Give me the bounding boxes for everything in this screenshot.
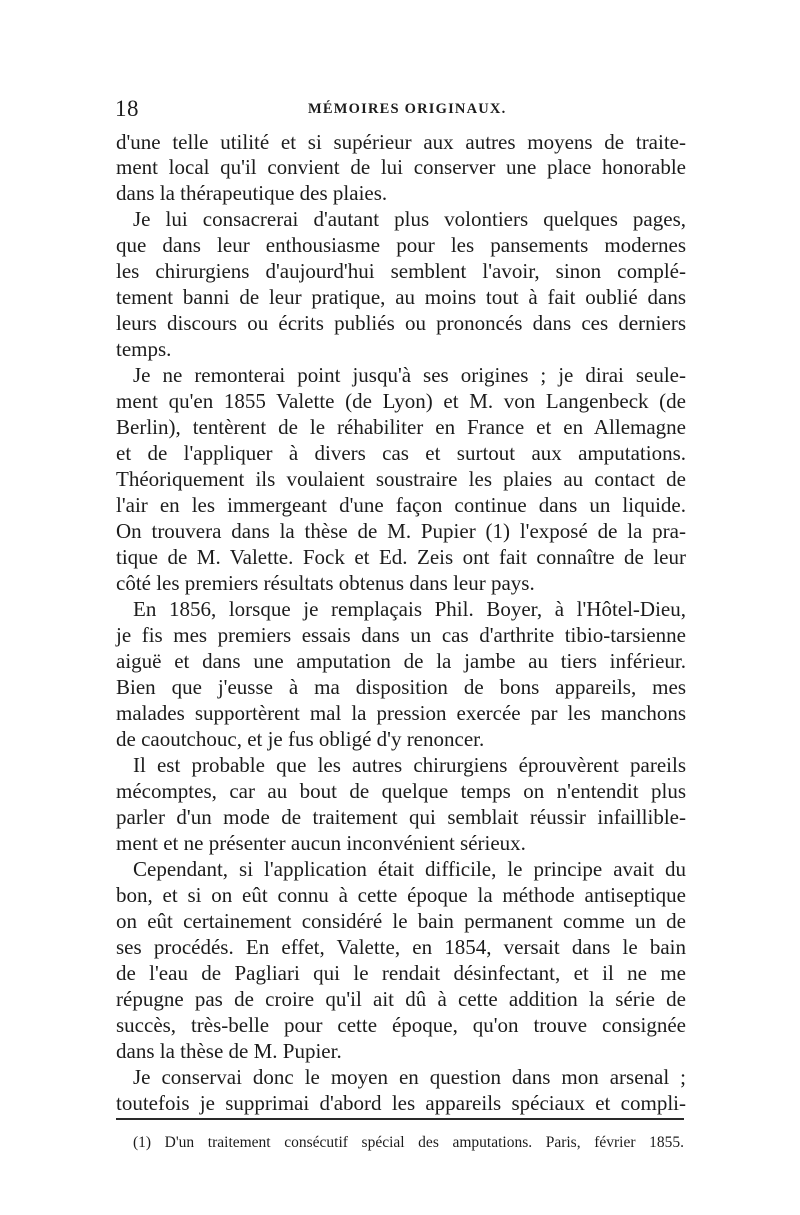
text-line: aiguë et dans une amputation de la jambe au tiers inférieur. [116,649,686,673]
text-line: les chirurgiens d'aujourd'hui semblent l'avoir, sinon complé- [116,259,686,283]
text-line: leurs discours ou écrits publiés ou prononcés dans ces derniers [116,311,686,335]
paragraph-start-line: Il est probable que les autres chirurgiens éprouvèrent pareils [133,753,686,777]
page-number: 18 [115,96,139,121]
paragraph-start-line: Je ne remonterai point jusqu'à ses origines ; je dirai seule- [133,363,686,387]
paragraph-start-line: Je conservai donc le moyen en question dans mon arsenal ; [133,1065,686,1089]
text-line: ment et ne présenter aucun inconvénient sérieux. [116,831,526,855]
running-head [115,94,687,124]
text-line: dans la thérapeutique des plaies. [116,181,388,205]
text-line: de caoutchouc, et je fus obligé d'y renoncer. [116,727,485,751]
text-line: On trouvera dans la thèse de M. Pupier (1) l'exposé de la pra- [116,519,686,543]
paragraph-start-line: Cependant, si l'application était difficile, le principe avait du [133,857,686,881]
section-title: MÉMOIRES ORIGINAUX. [308,101,507,117]
text-line: parler d'un mode de traitement qui semblait réussir infaillible- [116,805,686,829]
text-line: je fis mes premiers essais dans un cas d'arthrite tibio-tarsienne [116,623,686,647]
text-line: ment local qu'il convient de lui conserver une place honorable [116,155,686,179]
text-line: mécomptes, car au bout de quelque temps on n'entendit plus [116,779,686,803]
text-line: Berlin), tentèrent de le réhabiliter en France et en Allemagne [116,415,686,439]
paragraph-start-line: Je lui consacrerai d'autant plus volontiers quelques pages, [133,207,686,231]
footnote-rule [116,1118,684,1120]
text-line: toutefois je supprimai d'abord les appareils spéciaux et compli- [116,1091,686,1115]
text-line: ment qu'en 1855 Valette (de Lyon) et M. von Langenbeck (de [116,389,686,413]
text-line: de l'eau de Pagliari qui le rendait désinfectant, et il ne me [116,961,686,985]
text-line: bon, et si on eût connu à cette époque la méthode antiseptique [116,883,686,907]
text-line: succès, très-belle pour cette époque, qu'on trouve consignée [116,1013,686,1037]
text-line: on eût certainement considéré le bain permanent comme un de [116,909,686,933]
text-line: Bien que j'eusse à ma disposition de bons appareils, mes [116,675,686,699]
text-line: Théoriquement ils voulaient soustraire les plaies au contact de [116,467,686,491]
text-line: temps. [116,337,172,361]
text-line: malades supportèrent mal la pression exercée par les manchons [116,701,686,725]
text-line: tement banni de leur pratique, au moins tout à fait oublié dans [116,285,686,309]
text-line: d'une telle utilité et si supérieur aux autres moyens de traite- [116,130,686,154]
text-line: l'air en les immergeant d'une façon continue dans un liquide. [116,493,686,517]
footnote: (1) D'un traitement consécutif spécial des amputations. Paris, février 1855. [133,1134,684,1151]
text-line: tique de M. Valette. Fock et Ed. Zeis ont fait connaître de leur [116,545,686,569]
text-line: ses procédés. En effet, Valette, en 1854, versait dans le bain [116,935,686,959]
text-line: et de l'appliquer à divers cas et surtout aux amputations. [116,441,686,465]
paragraph-start-line: En 1856, lorsque je remplaçais Phil. Boyer, à l'Hôtel-Dieu, [133,597,686,621]
text-line: côté les premiers résultats obtenus dans leur pays. [116,571,535,595]
text-line: répugne pas de croire qu'il ait dû à cette addition la série de [116,987,686,1011]
text-line: que dans leur enthousiasme pour les pansements modernes [116,233,686,257]
text-line: dans la thèse de M. Pupier. [116,1039,342,1063]
